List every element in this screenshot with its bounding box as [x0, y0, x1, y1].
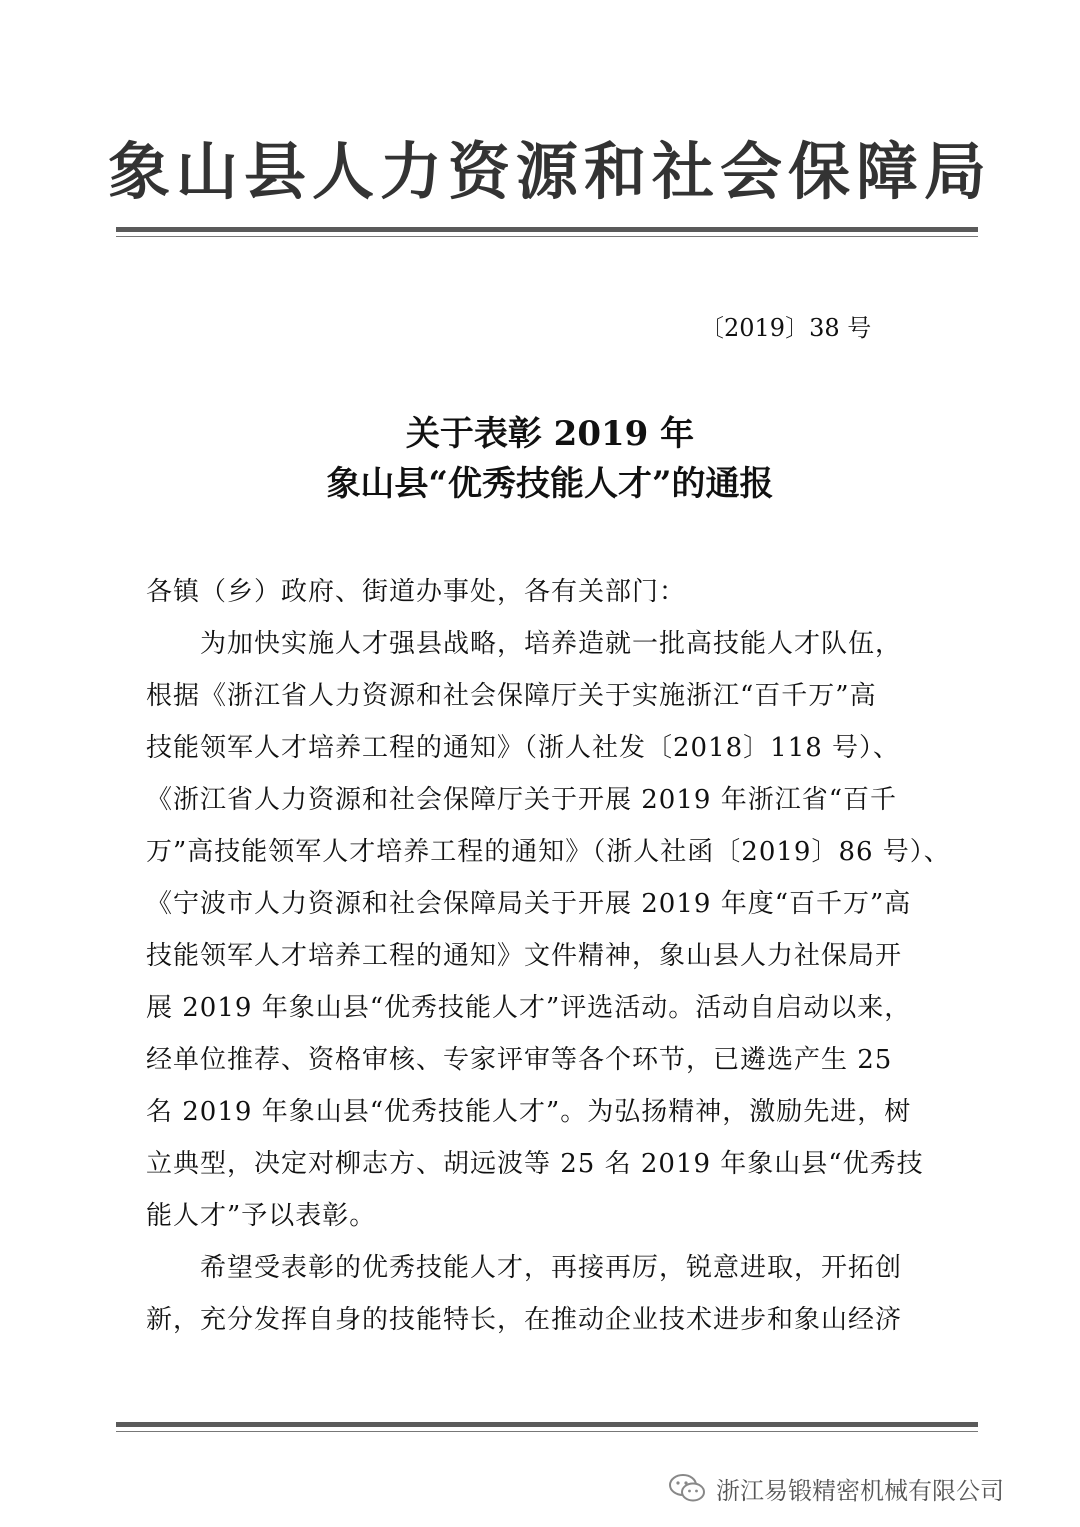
- body-line: 希望受表彰的优秀技能人才，再接再厉，锐意进取，开拓创: [146, 1253, 903, 1283]
- header-rule-thick: [116, 227, 978, 232]
- title-line-1: 关于表彰 2019 年: [405, 414, 695, 454]
- body-line: 技能领军人才培养工程的通知》文件精神，象山县人力社保局开: [146, 941, 903, 971]
- body-line: 技能领军人才培养工程的通知》（浙人社发〔2018〕118 号）、: [146, 733, 901, 763]
- body-line: 新，充分发挥自身的技能特长，在推动企业技术进步和象山经济: [146, 1305, 903, 1335]
- footer-rule-thin: [116, 1431, 978, 1432]
- agency-name: 象山县人力资源和社会保障局: [108, 135, 993, 208]
- title-line-2: 象山县“优秀技能人才”的通报: [326, 464, 774, 504]
- document-number: 〔2019〕38 号: [700, 314, 872, 342]
- body-line: 名 2019 年象山县“优秀技能人才”。为弘扬精神，激励先进，树: [146, 1097, 912, 1127]
- body-line: 《浙江省人力资源和社会保障厅关于开展 2019 年浙江省“百千: [146, 785, 897, 815]
- body-line: 各镇（乡）政府、街道办事处，各有关部门：: [146, 577, 687, 607]
- body-line: 根据《浙江省人力资源和社会保障厅关于实施浙江“百千万”高: [146, 681, 877, 711]
- body-line: 万”高技能领军人才培养工程的通知》（浙人社函〔2019〕86 号）、: [146, 837, 951, 867]
- footer-rule-thick: [116, 1422, 978, 1427]
- body-line: 立典型，决定对柳志方、胡远波等 25 名 2019 年象山县“优秀技: [146, 1149, 924, 1179]
- body-line: 能人才”予以表彰。: [146, 1201, 377, 1231]
- watermark: [668, 1466, 1068, 1510]
- body-line: 为加快实施人才强县战略，培养造就一批高技能人才队伍，: [146, 629, 903, 659]
- watermark-text: 浙江易锻精密机械有限公司: [716, 1476, 1004, 1505]
- wechat-icon: [668, 1473, 706, 1503]
- header-rule-thin: [116, 236, 978, 237]
- body-line: 经单位推荐、资格审核、专家评审等各个环节，已遴选产生 25: [146, 1045, 893, 1075]
- body-line: 《宁波市人力资源和社会保障局关于开展 2019 年度“百千万”高: [146, 889, 912, 919]
- body-line: 展 2019 年象山县“优秀技能人才”评选活动。活动自启动以来，: [146, 993, 912, 1023]
